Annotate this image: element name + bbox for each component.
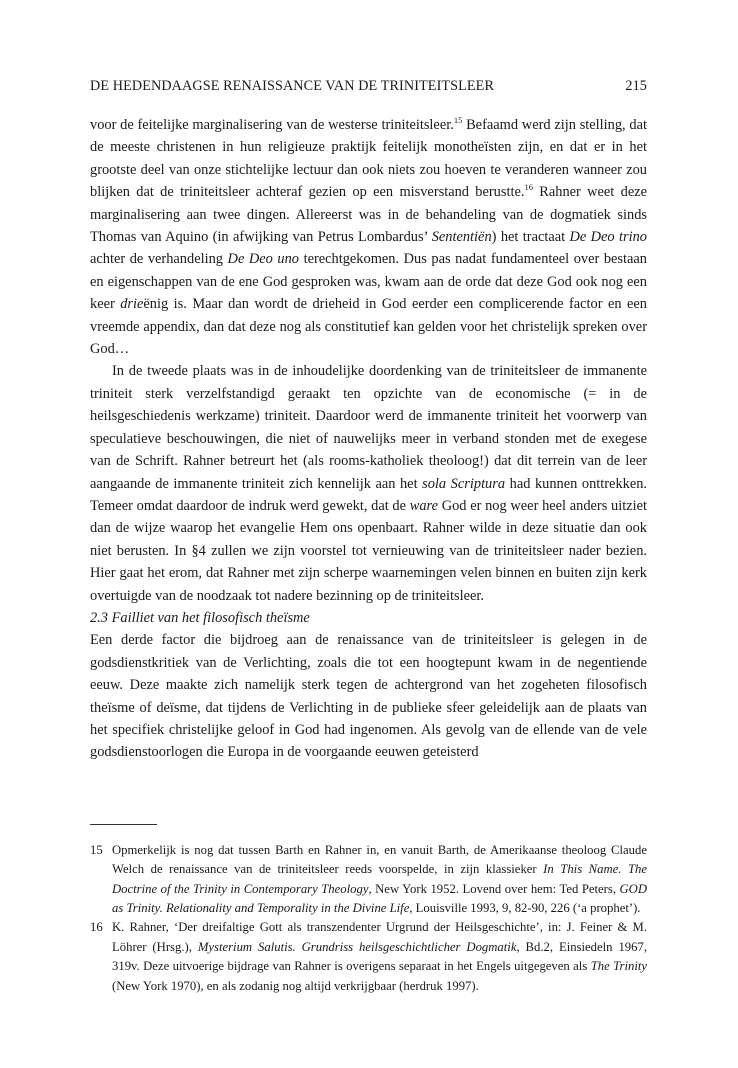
paragraph-2: [90, 360, 647, 606]
running-title: DE HEDENDAAGSE RENAISSANCE VAN DE TRINITEITSLEER: [90, 78, 495, 94]
footnotes: [90, 841, 647, 996]
book-page: [90, 78, 647, 996]
italic-title: De Deo trino: [569, 229, 647, 246]
italic-phrase: sola Scriptura: [422, 475, 506, 492]
paragraph-1: [90, 114, 647, 360]
italic-title: Sententiën: [431, 229, 492, 246]
text-run: Opmerkelijk is nog dat tussen Barth en Rahner in, en vanuit Barth, de Amerikaanse theoloog Claude Welch de renaissance van de triniteitsleer reeds voorspelde, in zijn klassieker: [112, 842, 647, 877]
text-run: God er nog weer heel anders uitziet dan de wijze waarop het evangelie Hem ons openbaart. Rahner wilde in deze situatie dan ook niet berusten. In §4 zullen we zijn voorstel tot vernieuwing van de triniteitsleer nader bezien. Hier gaat het erom, dat Rahner met zijn scherpe waarnemingen velen binnen en buiten zijn kerk overtuigde van de noodzaak tot nadere bezinning op de triniteitsleer.: [90, 497, 647, 604]
footnote-divider: [90, 824, 157, 825]
text-run: Befaamd werd zijn stelling, dat de meeste christenen in hun religieuze praktijk feitelijk monotheïsten zijn, en dat er in het grootste deel van onze stichtelijke lectuur dan ook niets zou hoeven te veranderen wanneer zou blijken dat de triniteitsleer achteraf gezien op een misverstand berustte.: [90, 117, 648, 201]
text-run: ënig is. Maar dan wordt de drieheid in God eerder een complicerende factor en een vreemde appendix, dan dat deze nog als constitutief kan gelden voor het christelijk spreken over God…: [90, 296, 647, 358]
text-run: In de tweede plaats was in de inhoudelijke doordenking van de triniteitsleer de immanente triniteit sterk verzelfstandigd geraakt ten opzichte van de economische (= in de heilsgeschiedenis werkzame) triniteit. Daardoor werd de immanente triniteit het voorwerp van speculatieve beschouwingen, die niet of nauwelijks meer in verband stonden met de exegese van de Schrift. Rahner betreurt het (als rooms-katholiek theoloog!) dat dit terrein van de leer aangaande de immanente triniteit zich kennelijk aan het: [90, 363, 647, 492]
page-number: 215: [625, 78, 647, 94]
footnote-16: [90, 918, 647, 996]
footnote-number: 15: [90, 842, 103, 857]
italic-emphasis: ware: [409, 497, 438, 514]
footnote-15: [90, 841, 647, 919]
italic-title: Mysterium Salutis. Grundriss heilsgeschichtlicher Dogmatik: [197, 939, 517, 954]
footnote-text: [112, 918, 647, 996]
text-run: terechtgekomen. Dus pas nadat fundamenteel over bestaan en eigenschappen van de ene God gesproken was, kwam aan de orde dat deze God ook nog een keer: [90, 251, 647, 313]
footnote-number: 16: [90, 920, 103, 935]
text-run: Rahner weet deze marginalisering aan twee dingen. Allereerst was in de behandeling van de dogmatiek sinds Thomas van Aquino (in afwijking van Petrus Lombardus’: [90, 184, 647, 246]
text-run: voor de feitelijke marginalisering van de westerse triniteitsleer.: [90, 117, 454, 133]
text-run: ) het tractaat: [491, 229, 570, 246]
footnote-text: [112, 841, 647, 919]
text-run: K. Rahner, ‘Der dreifaltige Gott als transzendenter Urgrund der Heilsgeschichte’, in: J. Feiner & M. Löhrer (Hrsg.),: [112, 920, 647, 954]
italic-title: The Trinity: [590, 959, 648, 974]
text-run: had kunnen onttrekken. Temeer omdat daardoor de indruk werd gewekt, dat de: [90, 475, 648, 514]
main-text: [90, 114, 647, 764]
paragraph-3: Een derde factor die bijdroeg aan de renaissance van de triniteitsleer is gelegen in de godsdienstkritiek van de Verlichting, zoals die tot een hoogtepunt kwam in de negentiende eeuw. Deze maakte zich namelijk sterk tegen de achtergrond van het zogeheten filosofisch theïsme of deïsme, dat tijdens de Verlichting in de publieke sfeer geleidelijk aan de plaats van het specifiek christelijke geloof in God had ingenomen. Als gevolg van de ellende van de vele godsdienstoorlogen die Europa in de voorgaande eeuwen geteisterd: [90, 632, 647, 761]
text-run: , Bd.2, Einsiedeln 1967, 319v. Deze uitvoerige bijdrage van Rahner is overigens separaat in het Engels uitgegeven als: [112, 939, 647, 974]
running-header: [90, 78, 647, 98]
section-heading: 2.3 Failliet van het filosofisch theïsme: [90, 609, 310, 626]
italic-emphasis: drie: [120, 296, 144, 313]
footnote-ref-16[interactable]: 16: [524, 182, 533, 193]
italic-title: De Deo uno: [227, 251, 300, 268]
text-run: , Louisville 1993, 9, 82-90, 226 (‘a prophet’).: [409, 901, 641, 915]
italic-title: GOD as Trinity. Relationality and Temporality in the Divine Life: [112, 881, 648, 915]
text-run: achter de verhandeling: [90, 251, 228, 268]
italic-title: In This Name. The Doctrine of the Trinity in Contemporary Theology: [112, 862, 647, 896]
text-run: (New York 1970), en als zodanig nog altijd verkrijgbaar (herdruk 1997).: [112, 978, 479, 993]
text-run: , New York 1952. Lovend over hem: Ted Peters,: [368, 881, 620, 896]
footnote-ref-15[interactable]: 15: [453, 115, 463, 126]
